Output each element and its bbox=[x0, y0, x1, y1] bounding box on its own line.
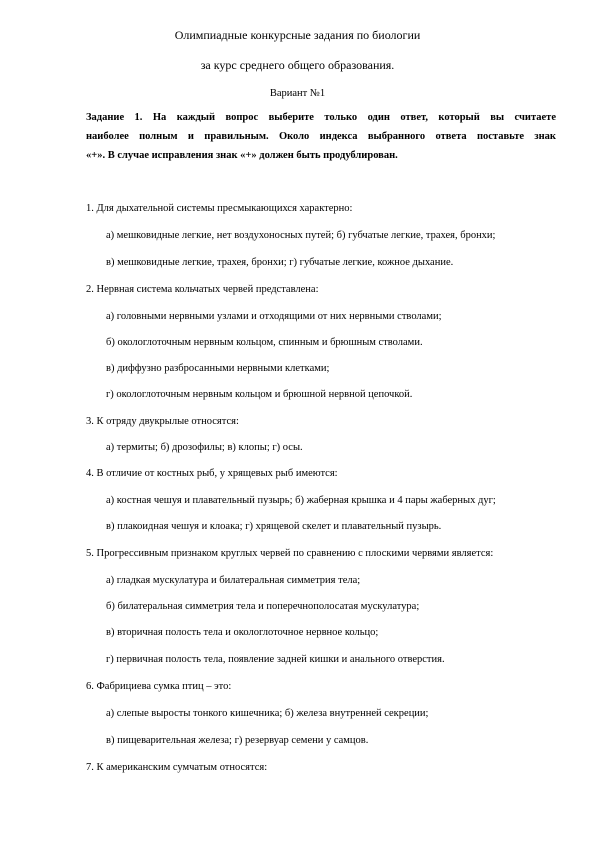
document-title: Олимпиадные конкурсные задания по биологии bbox=[174, 28, 421, 42]
task-instructions bbox=[86, 108, 556, 165]
answer-option: а) термиты; б) дрозофилы; в) клопы; г) осы. bbox=[106, 442, 303, 453]
task-line: «+». В случае исправления знак «+» должен быть продублирован. bbox=[86, 150, 398, 161]
answer-option: г) окологлоточным нервным кольцом и брюшной нервной цепочкой. bbox=[106, 389, 413, 400]
answer-option: в) пищеварительная железа; г) резервуар семени у самцов. bbox=[106, 735, 369, 746]
task-line: Задание 1. На каждый вопрос выберите только один ответ, который вы считаете bbox=[86, 112, 556, 123]
question-4: 4. В отличие от костных рыб, у хрящевых рыб имеются: bbox=[86, 468, 338, 479]
answer-option: б) окологлоточным нервным кольцом, спинным и брюшным стволами. bbox=[106, 337, 423, 348]
answer-option: в) мешковидные легкие, трахея, бронхи; г) губчатые легкие, кожное дыхание. bbox=[106, 257, 454, 268]
answer-option: а) слепые выросты тонкого кишечника; б) железа внутренней секреции; bbox=[106, 708, 429, 719]
answer-option: а) мешковидные легкие, нет воздухоносных путей; б) губчатые легкие, трахея, бронхи; bbox=[106, 230, 496, 241]
task-line: наиболее полным и правильным. Около индекса выбранного ответа поставьте знак bbox=[86, 131, 556, 142]
answer-option: а) костная чешуя и плавательный пузырь; б) жаберная крышка и 4 пары жаберных дуг; bbox=[106, 495, 496, 506]
question-2: 2. Нервная система кольчатых червей представлена: bbox=[86, 284, 319, 295]
document-subtitle: за курс среднего общего образования. bbox=[200, 58, 395, 72]
variant-label: Вариант №1 bbox=[269, 88, 326, 99]
question-5: 5. Прогрессивным признаком круглых червей по сравнению с плоскими червями является: bbox=[86, 548, 494, 559]
question-1: 1. Для дыхательной системы пресмыкающихся характерно: bbox=[86, 203, 353, 214]
answer-option: а) головными нервными узлами и отходящими от них нервными стволами; bbox=[106, 311, 442, 322]
answer-option: г) первичная полость тела, появление задней кишки и анального отверстия. bbox=[106, 654, 445, 665]
question-7: 7. К американским сумчатым относятся: bbox=[86, 762, 268, 773]
answer-option: в) плакоидная чешуя и клоака; г) хрящевой скелет и плавательный пузырь. bbox=[106, 521, 442, 532]
question-3: 3. К отряду двукрылые относятся: bbox=[86, 416, 239, 427]
answer-option: в) вторичная полость тела и окологлоточное нервное кольцо; bbox=[106, 627, 379, 638]
answer-option: б) билатеральная симметрия тела и поперечнополосатая мускулатура; bbox=[106, 601, 420, 612]
answer-option: в) диффузно разбросанными нервными клетками; bbox=[106, 363, 330, 374]
answer-option: а) гладкая мускулатура и билатеральная симметрия тела; bbox=[106, 575, 361, 586]
question-6: 6. Фабрициева сумка птиц – это: bbox=[86, 681, 232, 692]
